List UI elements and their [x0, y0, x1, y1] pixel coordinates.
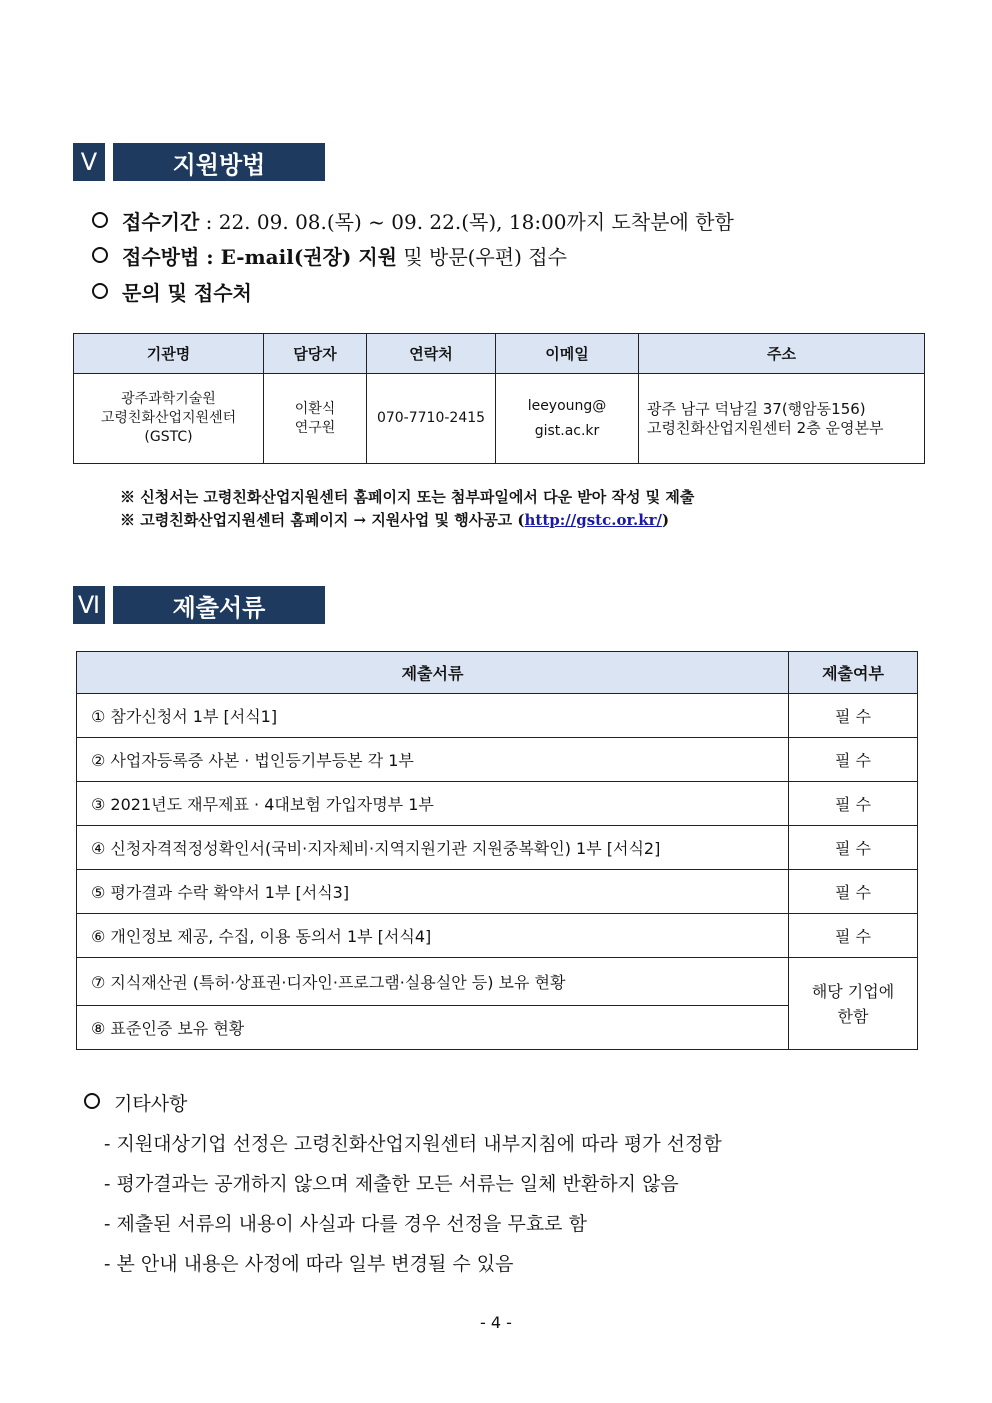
page-number: - 4 -: [480, 1313, 512, 1332]
doc-item-3: ③ 2021년도 재무제표 · 4대보험 가입자명부 1부: [77, 782, 789, 826]
circle-bullet-icon: [92, 283, 108, 299]
doc-req-6: 필 수: [789, 914, 918, 958]
header-address: 주소: [639, 334, 925, 374]
section-6-title: 제출서류: [113, 586, 325, 624]
docs-header-row: [77, 652, 918, 694]
person-name: 이환식: [294, 400, 336, 417]
misc-item-4: - 본 안내 내용은 사정에 따라 일부 변경될 수 있음: [104, 1253, 514, 1275]
contact-table: [73, 333, 925, 464]
header-email: 이메일: [496, 334, 639, 374]
doc-req-5: 필 수: [789, 870, 918, 914]
cell-person: [264, 374, 367, 464]
section-5-number: Ⅴ: [73, 143, 105, 181]
period-label: 접수기간: [122, 210, 200, 234]
cell-email[interactable]: [496, 374, 639, 464]
circle-bullet-icon: [92, 247, 108, 263]
table-row: [77, 782, 918, 826]
misc-heading-text: 기타사항: [114, 1093, 188, 1115]
address-line2: 고령친화산업지원센터 2층 운영본부: [647, 418, 884, 437]
table-row: [77, 958, 918, 1006]
note-homepage: [120, 509, 669, 530]
doc-req-1: 필 수: [789, 694, 918, 738]
doc-item-4: ④ 신청자격적정성확인서(국비·지자체비·지역지원기관 지원중복확인) 1부 [서식2]: [77, 826, 789, 870]
misc-item-3: - 제출된 서류의 내용이 사실과 다를 경우 선정을 무효로 함: [104, 1213, 587, 1235]
table-row: [77, 826, 918, 870]
email-part2: gist.ac.kr: [534, 422, 600, 439]
doc-item-8: ⑧ 표준인증 보유 현황: [77, 1006, 789, 1050]
documents-table: [76, 651, 918, 1050]
homepage-link[interactable]: http://gstc.or.kr/: [524, 511, 662, 529]
section-5-title: 지원방법: [113, 143, 325, 181]
doc-item-6: ⑥ 개인정보 제공, 수집, 이용 동의서 1부 [서식4]: [77, 914, 789, 958]
email-part1: leeyoung@: [527, 397, 607, 414]
bullet-contact: [92, 277, 252, 306]
header-phone: 연락처: [367, 334, 496, 374]
note-homepage-text: ※ 고령친화산업지원센터 홈페이지 → 지원사업 및 행사공고 (: [120, 511, 525, 529]
way-label: 접수방법 : E-mail(권장) 지원: [122, 245, 397, 269]
cell-phone: 070-7710-2415: [367, 374, 496, 464]
address-line1: 광주 남구 덕남길 37(행암동156): [647, 399, 866, 418]
cell-org: [74, 374, 264, 464]
merged-req-line1: 해당 기업에: [811, 981, 895, 1001]
doc-req-2: 필 수: [789, 738, 918, 782]
misc-item-2: - 평가결과는 공개하지 않으며 제출한 모든 서류는 일체 반환하지 않음: [104, 1173, 679, 1195]
contact-label: 문의 및 접수처: [122, 281, 252, 305]
misc-item-1: - 지원대상기업 선정은 고령친화산업지원센터 내부지침에 따라 평가 선정함: [104, 1133, 722, 1155]
cell-address: [639, 374, 925, 464]
way-text: 및 방문(우편) 접수: [397, 245, 567, 269]
header-required: 제출여부: [789, 652, 918, 694]
header-org: 기관명: [74, 334, 264, 374]
circle-bullet-icon: [84, 1093, 100, 1109]
circle-bullet-icon: [92, 212, 108, 228]
header-person: 담당자: [264, 334, 367, 374]
doc-item-1: ① 참가신청서 1부 [서식1]: [77, 694, 789, 738]
doc-req-3: 필 수: [789, 782, 918, 826]
doc-item-2: ② 사업자등록증 사본 · 법인등기부등본 각 1부: [77, 738, 789, 782]
period-text: : 22. 09. 08.(목) ~ 09. 22.(목), 18:00까지 도착분에 한함: [199, 210, 734, 234]
doc-req-merged: [789, 958, 918, 1050]
doc-req-4: 필 수: [789, 826, 918, 870]
doc-item-7: ⑦ 지식재산권 (특허·상표권·디자인·프로그램·실용실안 등) 보유 현황: [77, 958, 789, 1006]
misc-heading: [84, 1089, 187, 1116]
org-name: 광주과학기술원: [121, 391, 216, 407]
section-6-number: Ⅵ: [73, 586, 105, 624]
table-row: [77, 870, 918, 914]
note-homepage-close: ): [662, 511, 670, 529]
note-download: ※ 신청서는 고령친화산업지원센터 홈페이지 또는 첨부파일에서 다운 받아 작성 및 제출: [120, 488, 695, 506]
doc-item-5: ⑤ 평가결과 수락 확약서 1부 [서식3]: [77, 870, 789, 914]
bullet-period: [92, 206, 734, 235]
merged-req-line2: 한함: [837, 1006, 869, 1026]
person-title: 연구원: [294, 419, 336, 436]
section-6-header: [73, 586, 325, 624]
org-center: 고령친화산업지원센터: [100, 410, 237, 426]
section-5-header: [73, 143, 325, 181]
org-abbr: (GSTC): [144, 429, 193, 445]
contact-row: [74, 374, 925, 464]
contact-header-row: [74, 334, 925, 374]
table-row: [77, 738, 918, 782]
table-row: [77, 694, 918, 738]
bullet-way: [92, 241, 567, 270]
table-row: [77, 914, 918, 958]
header-documents: 제출서류: [77, 652, 789, 694]
